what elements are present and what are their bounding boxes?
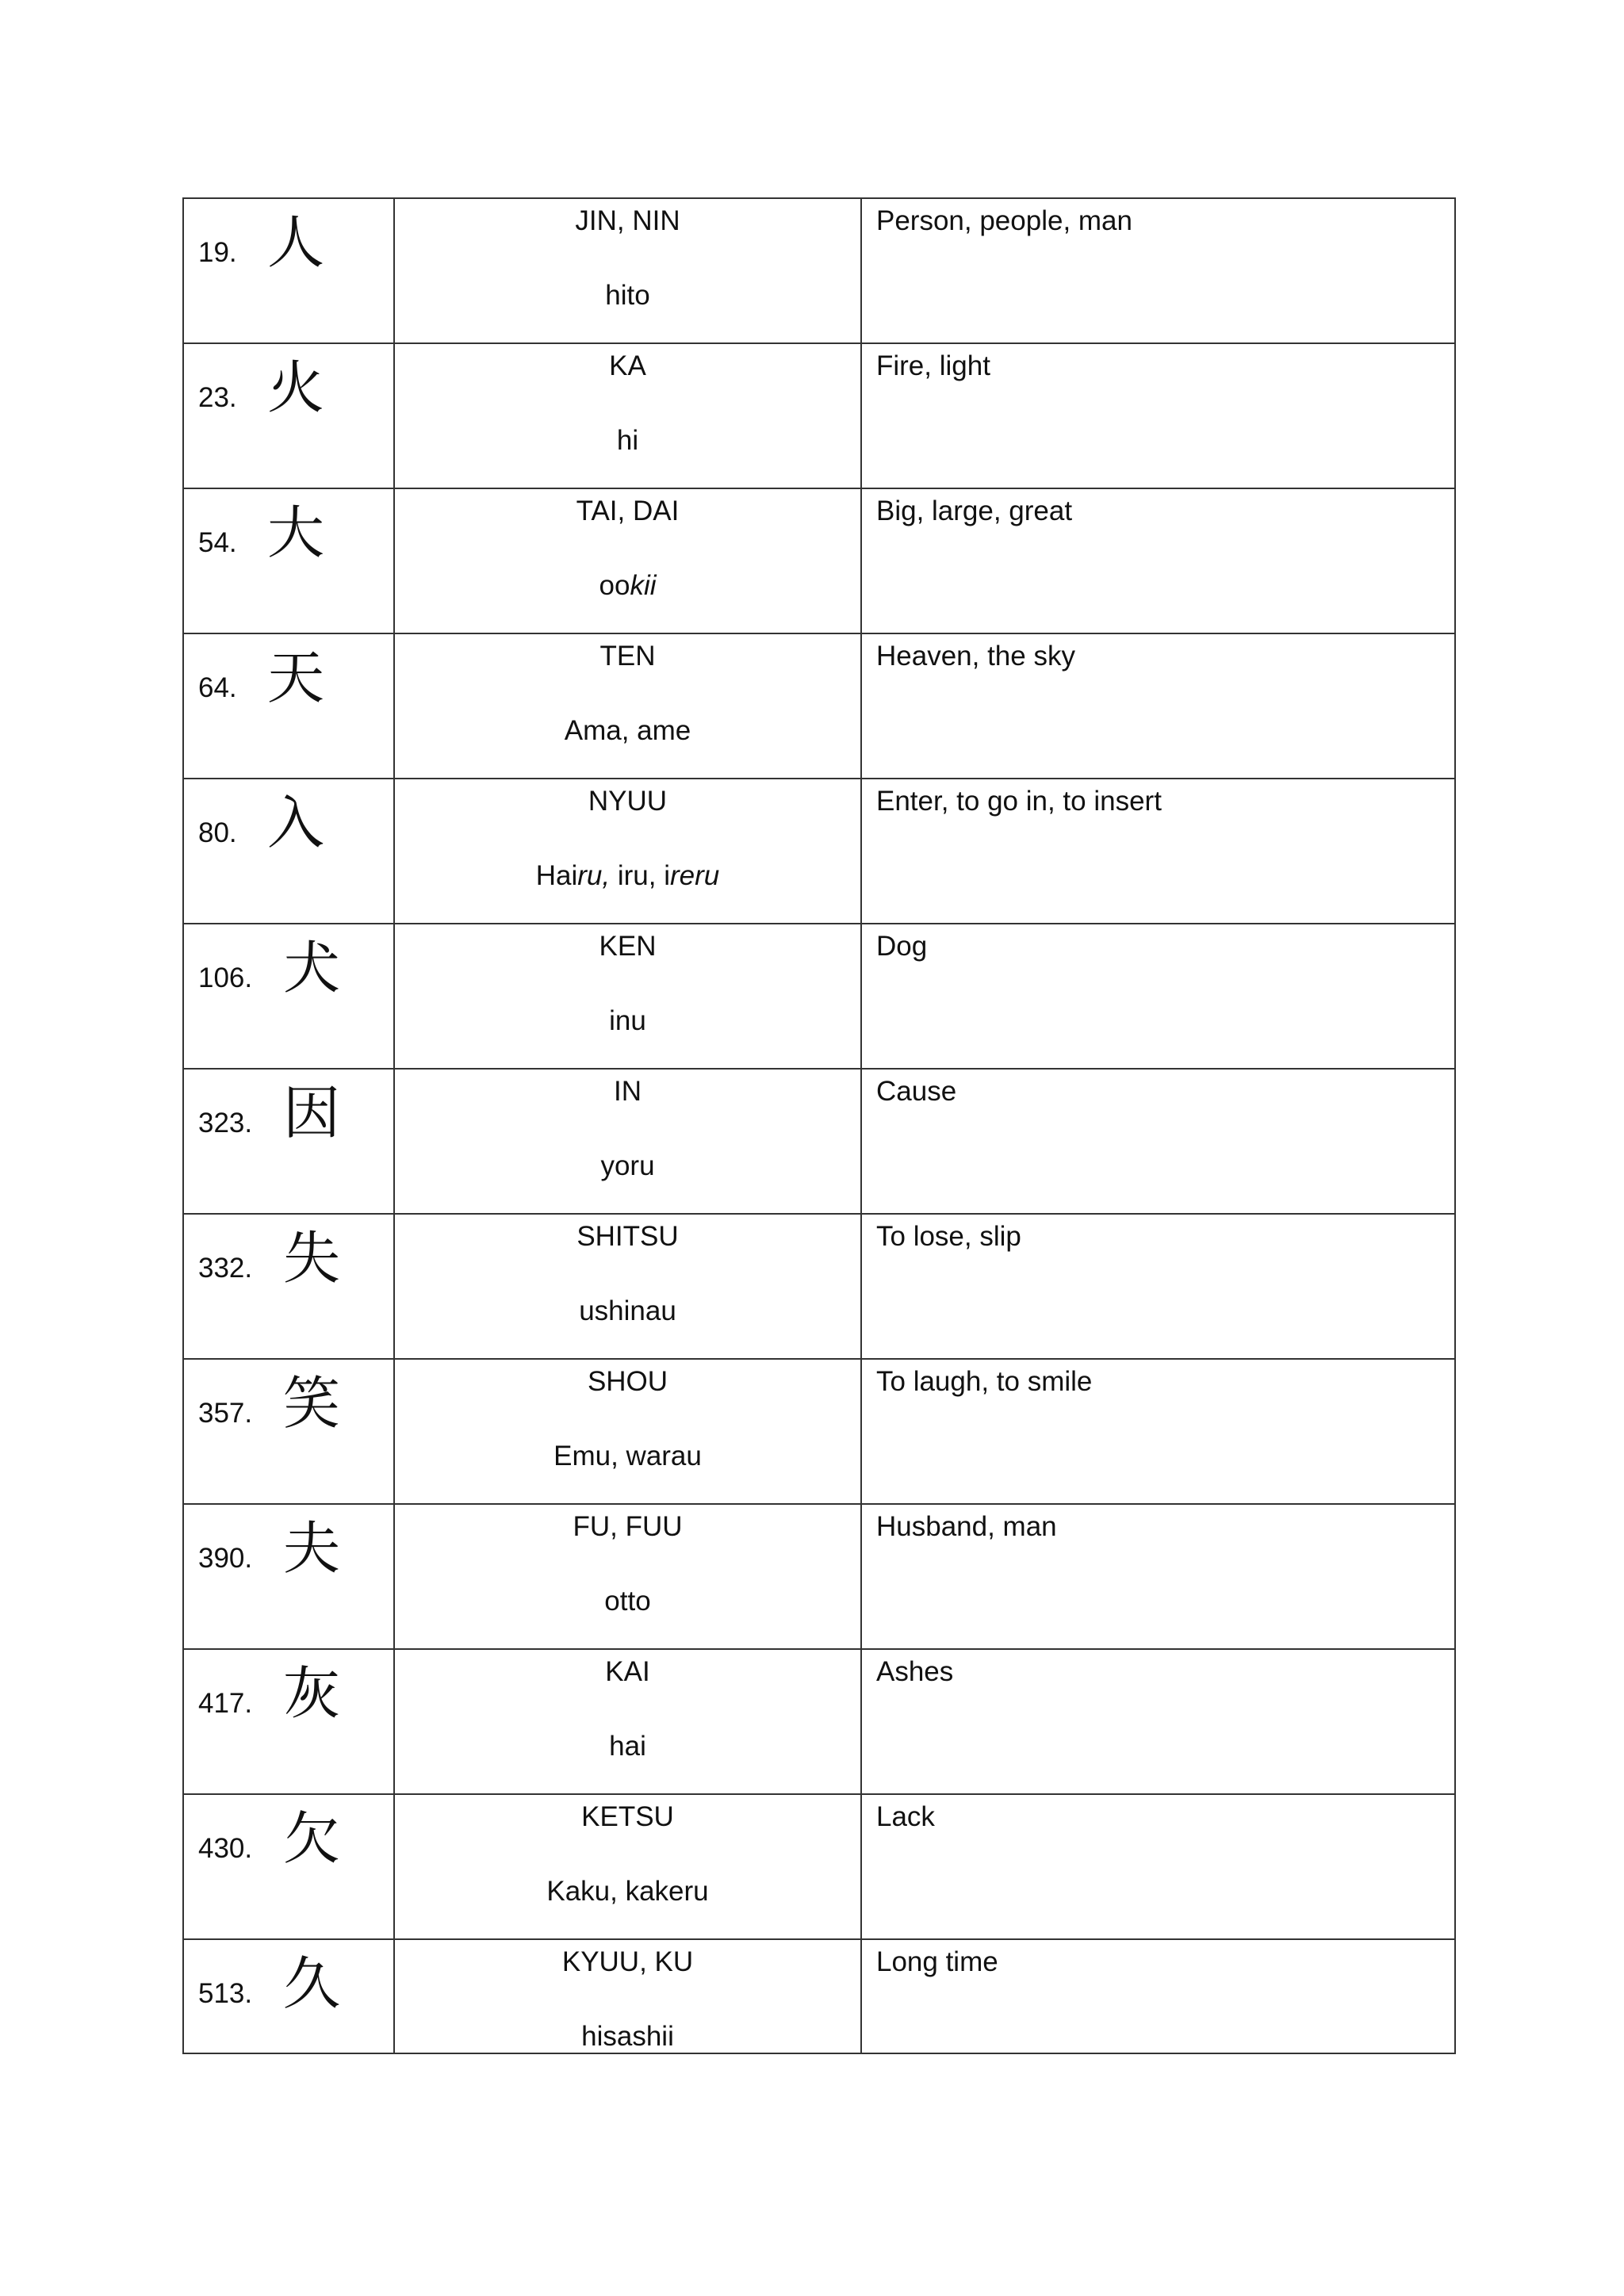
meaning-text: Husband, man — [876, 1511, 1057, 1542]
on-reading: KA — [609, 350, 646, 381]
meaning-cell — [861, 924, 1455, 1069]
table-row — [183, 343, 1455, 488]
reading-cell — [394, 633, 861, 779]
kanji-character: 笑 — [283, 1370, 341, 1437]
meaning-cell — [861, 488, 1455, 633]
meaning-text: To lose, slip — [876, 1221, 1021, 1252]
kanji-table — [182, 197, 1456, 2054]
meaning-text: Fire, light — [876, 350, 990, 381]
reading-cell — [394, 924, 861, 1069]
kanji-character: 灰 — [283, 1660, 341, 1727]
meaning-text: Big, large, great — [876, 496, 1073, 526]
kanji-cell — [183, 1939, 394, 2053]
kanji-character: 火 — [267, 354, 325, 421]
table-row — [183, 198, 1455, 343]
kanji-cell — [183, 1794, 394, 1939]
reading-cell — [394, 1214, 861, 1359]
reading-cell — [394, 1069, 861, 1214]
on-reading: SHITSU — [576, 1221, 679, 1252]
table-row — [183, 779, 1455, 924]
meaning-cell — [861, 633, 1455, 779]
meaning-text: Enter, to go in, to insert — [876, 786, 1162, 817]
kanji-character: 天 — [267, 645, 325, 711]
kanji-cell — [183, 488, 394, 633]
reading-cell — [394, 779, 861, 924]
meaning-cell — [861, 1649, 1455, 1794]
table-row — [183, 924, 1455, 1069]
entry-number: 430. — [198, 1833, 253, 1864]
on-reading: IN — [614, 1076, 642, 1107]
kanji-cell — [183, 924, 394, 1069]
kanji-character: 因 — [283, 1080, 341, 1146]
kun-reading-segment: otto — [604, 1586, 651, 1617]
kun-reading — [395, 715, 860, 747]
on-reading: KETSU — [581, 1801, 674, 1832]
on-reading: TEN — [599, 641, 656, 672]
reading-cell — [394, 343, 861, 488]
kun-reading — [395, 1005, 860, 1037]
kun-reading-segment: kii — [630, 570, 657, 601]
meaning-cell — [861, 1214, 1455, 1359]
kun-reading-segment: iru, i — [610, 860, 670, 891]
entry-number: 357. — [198, 1398, 253, 1429]
kun-reading — [395, 860, 860, 892]
meaning-cell — [861, 198, 1455, 343]
kanji-character: 久 — [283, 1950, 341, 2017]
kun-reading — [395, 1295, 860, 1327]
entry-number: 390. — [198, 1543, 253, 1574]
kun-reading-segment: Ama, ame — [564, 715, 691, 746]
kun-reading-segment: ru, — [577, 860, 611, 891]
on-reading: TAI, DAI — [576, 496, 680, 526]
table-row — [183, 1359, 1455, 1504]
kun-reading — [395, 1150, 860, 1182]
entry-number: 80. — [198, 817, 237, 848]
kun-reading — [395, 280, 860, 312]
meaning-text: To laugh, to smile — [876, 1366, 1093, 1397]
kun-reading-segment: reru — [670, 860, 720, 891]
kun-reading-segment: yoru — [600, 1150, 655, 1181]
kun-reading-segment: ushinau — [579, 1295, 676, 1326]
meaning-cell — [861, 779, 1455, 924]
entry-number: 332. — [198, 1253, 253, 1284]
entry-number: 513. — [198, 1978, 253, 2009]
kun-reading — [395, 1876, 860, 1908]
table-row — [183, 1939, 1455, 2053]
table-row — [183, 1794, 1455, 1939]
kun-reading-segment: hisashii — [581, 2021, 674, 2052]
kun-reading-segment: Emu, warau — [553, 1441, 702, 1471]
kanji-cell — [183, 1504, 394, 1649]
kanji-cell — [183, 1214, 394, 1359]
kanji-cell — [183, 633, 394, 779]
meaning-cell — [861, 1939, 1455, 2053]
reading-cell — [394, 1794, 861, 1939]
kun-reading-segment: hito — [605, 280, 650, 311]
reading-cell — [394, 1939, 861, 2053]
kun-reading — [395, 1731, 860, 1762]
reading-cell — [394, 198, 861, 343]
on-reading: KAI — [605, 1656, 650, 1687]
kun-reading-segment: hi — [616, 425, 639, 456]
kanji-character: 人 — [267, 209, 325, 276]
meaning-cell — [861, 1069, 1455, 1214]
reading-cell — [394, 488, 861, 633]
reading-cell — [394, 1504, 861, 1649]
meaning-text: Lack — [876, 1801, 935, 1832]
meaning-text: Dog — [876, 931, 928, 962]
kanji-cell — [183, 1359, 394, 1504]
table-row — [183, 1649, 1455, 1794]
reading-cell — [394, 1649, 861, 1794]
kanji-character: 夫 — [283, 1515, 341, 1582]
on-reading: FU, FUU — [573, 1511, 683, 1542]
reading-cell — [394, 1359, 861, 1504]
table-row — [183, 1069, 1455, 1214]
entry-number: 19. — [198, 237, 237, 268]
kanji-cell — [183, 1069, 394, 1214]
kanji-character: 入 — [267, 790, 325, 856]
table-row — [183, 1504, 1455, 1649]
kun-reading-segment: oo — [599, 570, 630, 601]
kun-reading — [395, 1441, 860, 1472]
meaning-cell — [861, 343, 1455, 488]
kun-reading — [395, 2021, 860, 2053]
kun-reading — [395, 1586, 860, 1617]
entry-number: 323. — [198, 1108, 253, 1138]
meaning-text: Person, people, man — [876, 205, 1132, 236]
on-reading: SHOU — [587, 1366, 668, 1397]
kanji-character: 失 — [283, 1225, 341, 1292]
kanji-cell — [183, 1649, 394, 1794]
meaning-text: Ashes — [876, 1656, 954, 1687]
kun-reading — [395, 570, 860, 602]
meaning-cell — [861, 1794, 1455, 1939]
kanji-table-body — [183, 198, 1455, 2053]
entry-number: 417. — [198, 1688, 253, 1719]
meaning-cell — [861, 1504, 1455, 1649]
entry-number: 64. — [198, 672, 237, 703]
entry-number: 106. — [198, 962, 253, 993]
table-row — [183, 488, 1455, 633]
on-reading: KYUU, KU — [561, 1946, 694, 1977]
meaning-text: Long time — [876, 1946, 998, 1977]
meaning-text: Heaven, the sky — [876, 641, 1075, 672]
kun-reading — [395, 425, 860, 457]
kanji-character: 大 — [267, 499, 325, 566]
entry-number: 23. — [198, 382, 237, 413]
kun-reading-segment: Kaku, kakeru — [546, 1876, 709, 1907]
meaning-text: Cause — [876, 1076, 957, 1107]
on-reading: NYUU — [588, 786, 668, 817]
table-row — [183, 1214, 1455, 1359]
kanji-character: 欠 — [283, 1805, 341, 1872]
kanji-cell — [183, 343, 394, 488]
kun-reading-segment: hai — [609, 1731, 646, 1762]
kun-reading-segment: inu — [609, 1005, 646, 1036]
kanji-character: 犬 — [283, 935, 341, 1001]
meaning-cell — [861, 1359, 1455, 1504]
kanji-cell — [183, 779, 394, 924]
on-reading: JIN, NIN — [575, 205, 680, 236]
kun-reading-segment: Hai — [535, 860, 578, 891]
table-row — [183, 633, 1455, 779]
on-reading: KEN — [599, 931, 657, 962]
entry-number: 54. — [198, 527, 237, 558]
kanji-cell — [183, 198, 394, 343]
